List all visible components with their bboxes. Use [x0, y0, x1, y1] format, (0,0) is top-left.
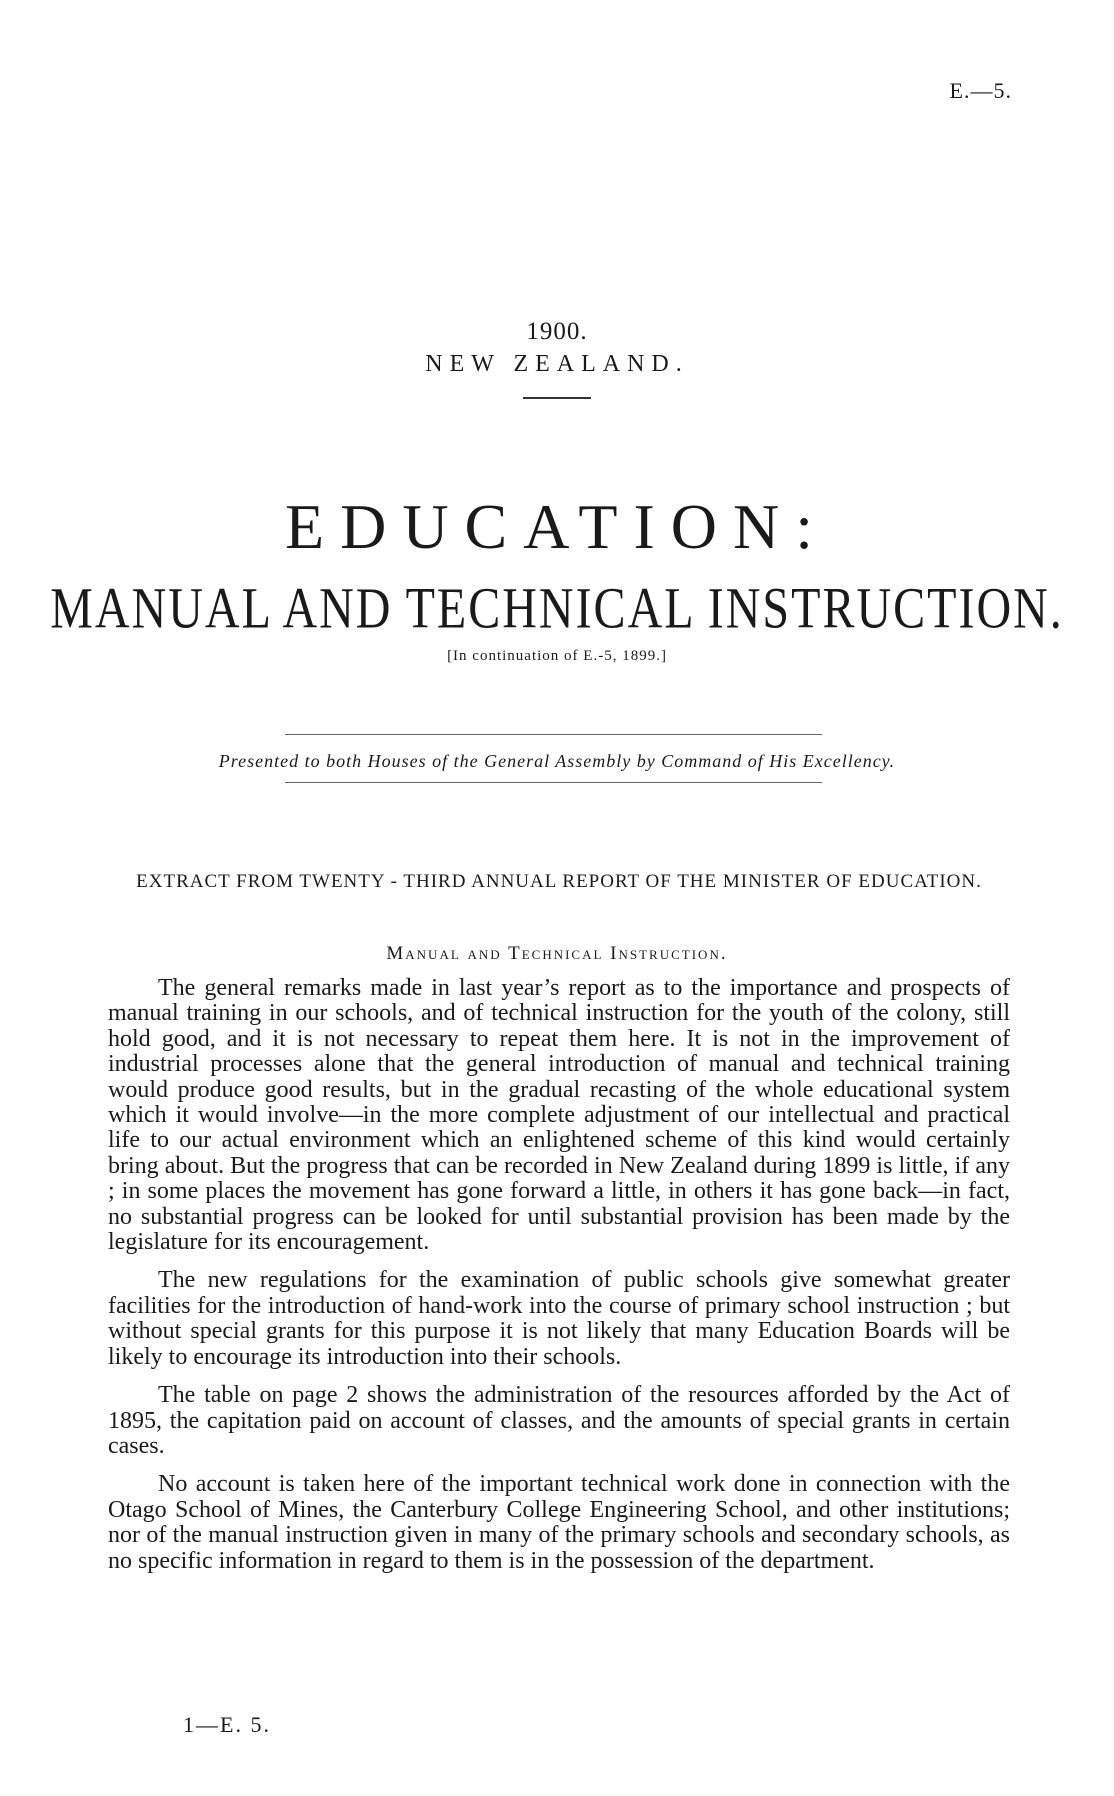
paragraph: The table on page 2 shows the administration of the resources afforded by the Act of 1895, the capitation paid on account of classes, and the amounts of special grants in certain cases.: [108, 1382, 1010, 1459]
footer-signature: 1—E. 5.: [183, 1712, 271, 1737]
report-body: [108, 976, 1010, 1587]
short-divider: [523, 397, 591, 399]
document-year: 1900.: [526, 318, 588, 345]
page-reference: E.—5.: [949, 78, 1012, 103]
top-divider: [285, 734, 822, 735]
country-heading: NEW ZEALAND.: [425, 351, 689, 377]
section-heading: Manual and Technical Instruction.: [386, 943, 728, 964]
continuation-note: [In continuation of E.-5, 1899.]: [447, 648, 667, 664]
presentation-line: Presented to both Houses of the General Assembly by Command of His Excellency.: [218, 751, 896, 771]
paragraph: No account is taken here of the important technical work done in connection with the Otago School of Mines, the Canterbury College Engineering School, and other institutions; nor of the manual instruction given in many of the primary schools and secondary schools, as no specific information in regard to them is in the possession of the department.: [108, 1471, 1010, 1574]
document-title: EDUCATION:: [285, 491, 829, 562]
bottom-divider: [285, 782, 822, 783]
extract-heading: EXTRACT FROM TWENTY - THIRD ANNUAL REPORT OF THE MINISTER OF EDUCATION.: [136, 871, 982, 892]
paragraph: The new regulations for the examination of public schools give somewhat greater facilities for the introduction of hand-work into the course of primary school instruction ; but without special grants for this purpose it is not likely that many Education Boards will be likely to encourage its introduction into their schools.: [108, 1267, 1010, 1370]
document-subtitle: MANUAL AND TECHNICAL INSTRUCTION.: [50, 576, 1064, 641]
paragraph: The general remarks made in last year’s report as to the importance and prospects of manual training in our schools, and of technical instruction for the youth of the colony, still hold good, and it is not necessary to repeat them here. It is not in the improvement of industrial processes alone that the general introduction of manual and technical training would produce good results, but in the gradual recasting of the whole educational system which it would involve—in the more complete adjustment of our intellectual and practical life to our actual environment which an enlightened scheme of this kind would certainly bring about. But the progress that can be recorded in New Zealand during 1899 is little, if any ; in some places the movement has gone forward a little, in others it has gone back—in fact, no substantial progress can be looked for until substantial provision has been made by the legislature for its encouragement.: [108, 975, 1010, 1256]
